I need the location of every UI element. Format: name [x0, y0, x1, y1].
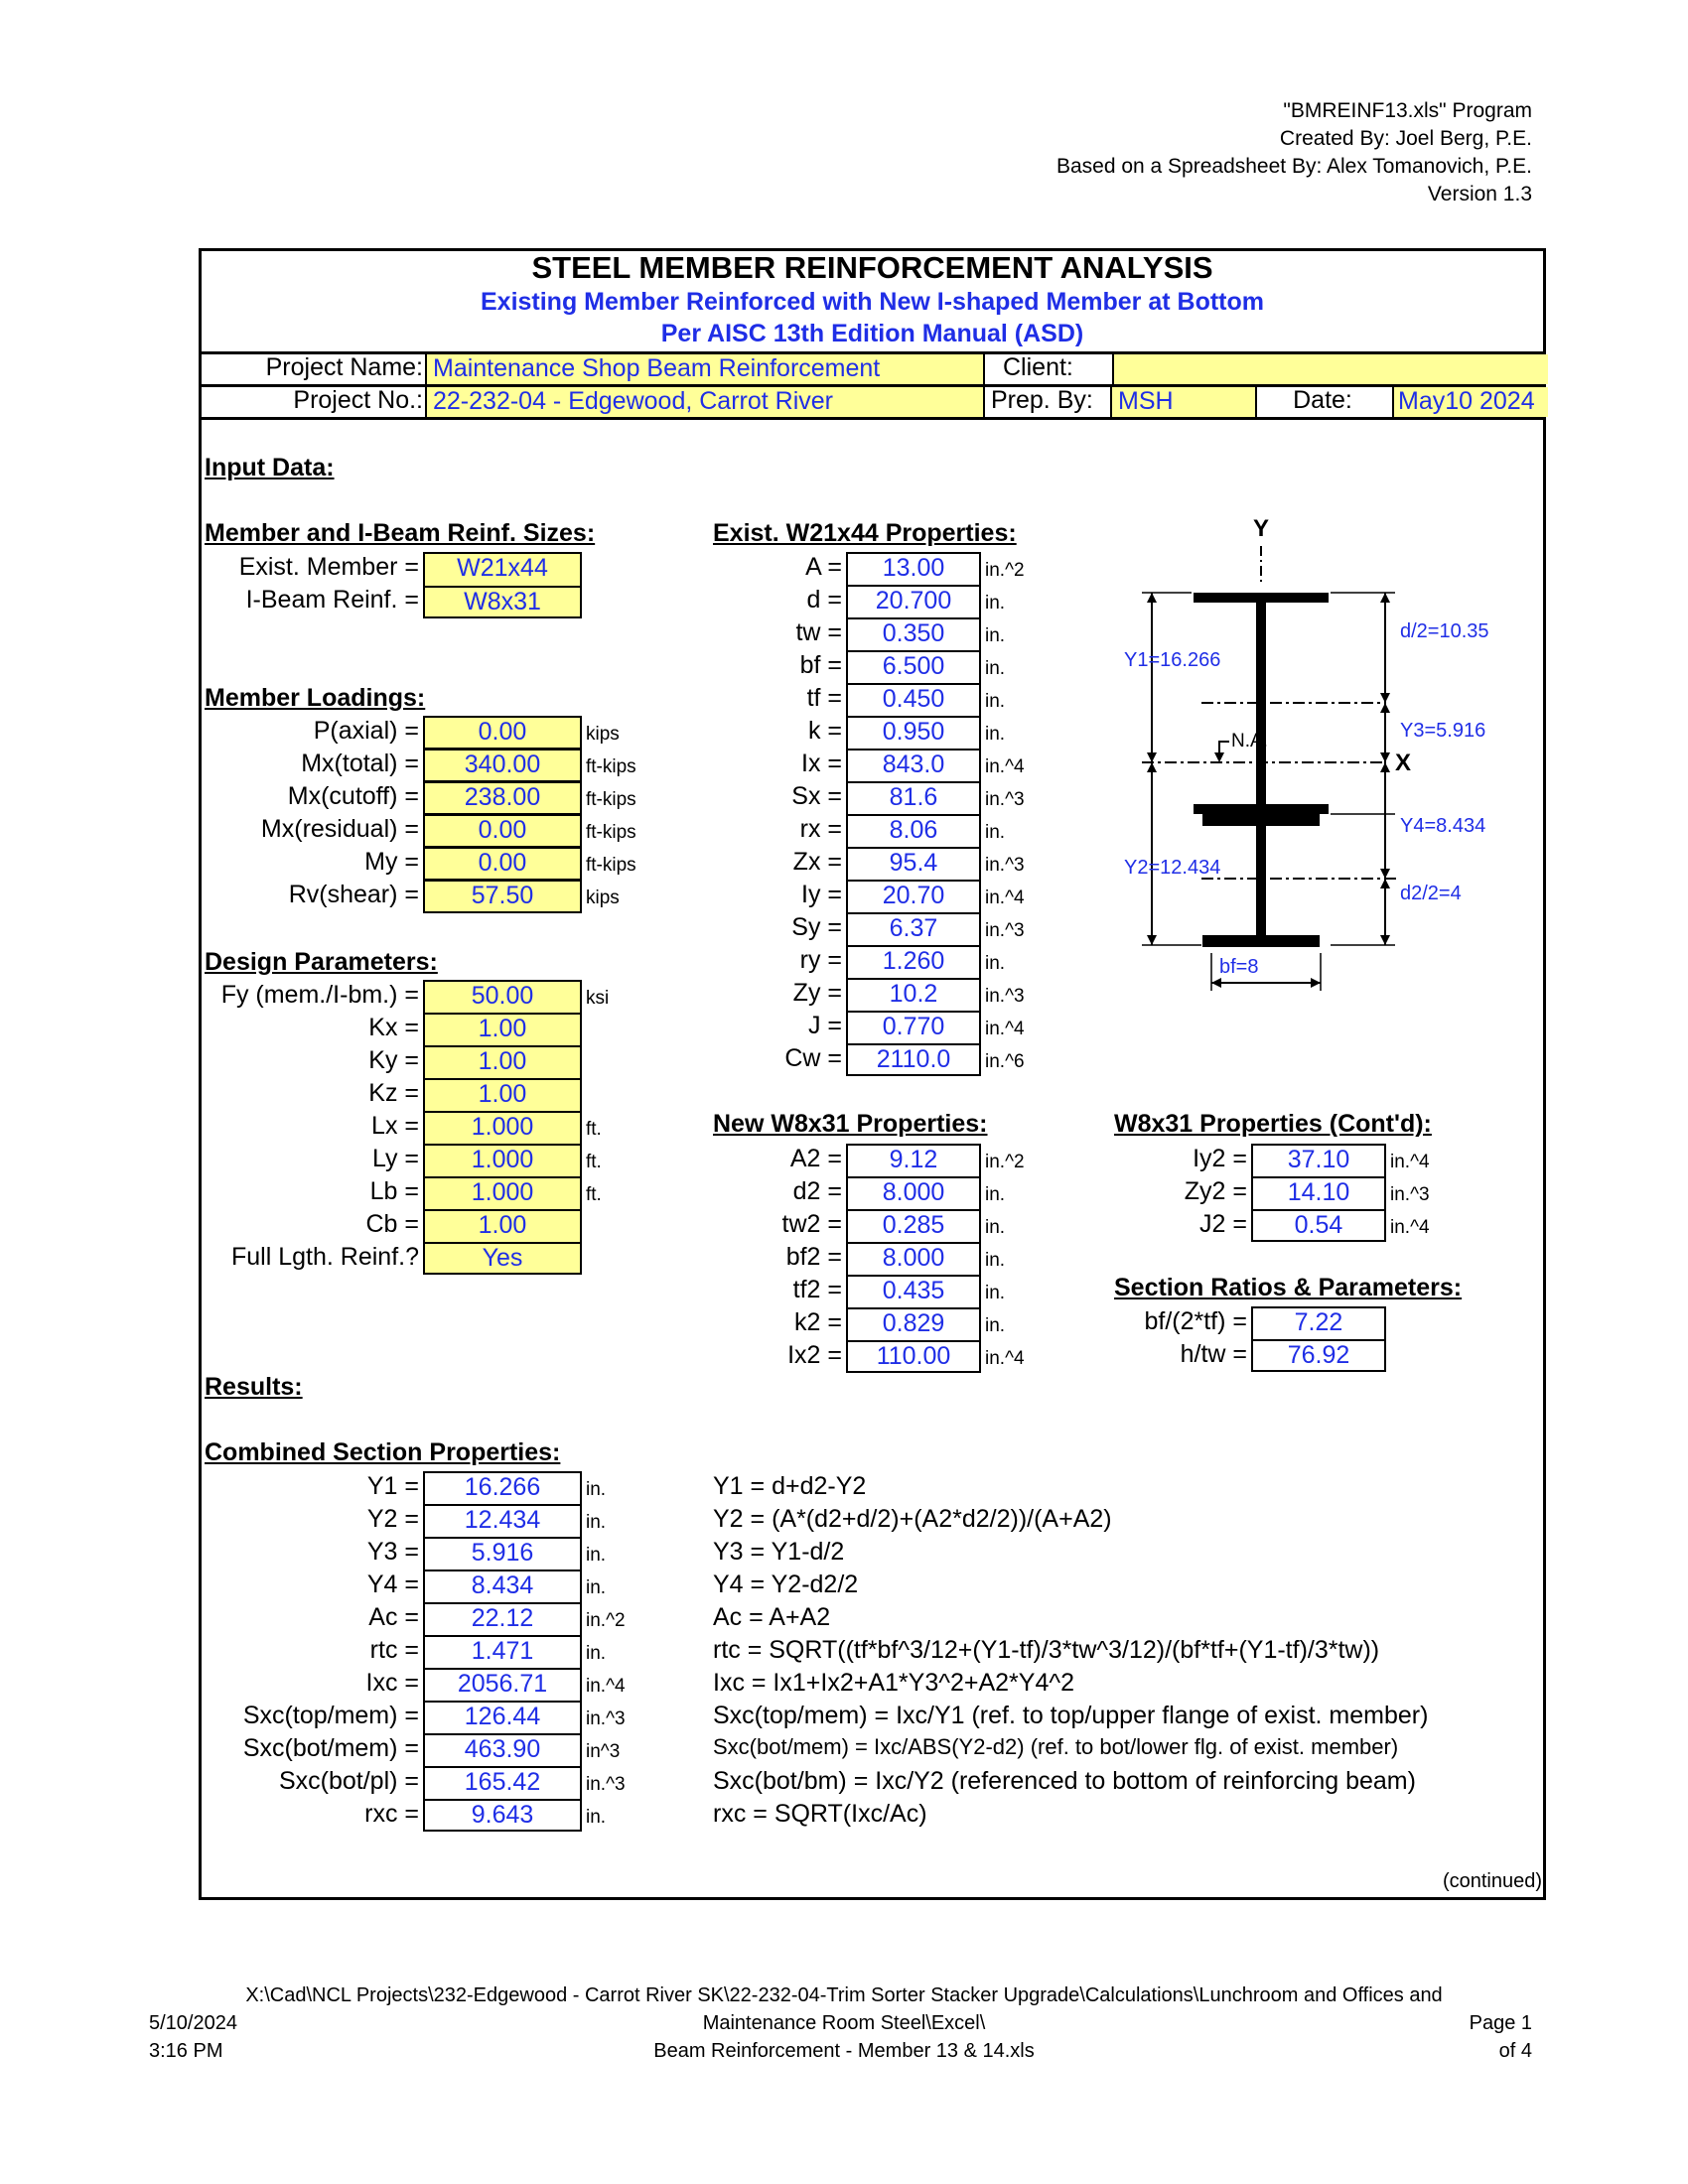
combined-prop-unit: in. — [586, 1512, 607, 1533]
section-diagram — [1102, 516, 1549, 993]
new-prop-label: d2 = — [792, 1177, 842, 1205]
exist-prop-label: A = — [805, 553, 842, 581]
new-prop-label: tw2 = — [781, 1210, 842, 1238]
combined-heading: Combined Section Properties: — [205, 1438, 561, 1466]
mx-total-input[interactable]: 340.00 — [423, 749, 582, 782]
new-prop-value: 0.435 — [846, 1275, 981, 1308]
exist-props-heading: Exist. W21x44 Properties: — [713, 519, 1017, 547]
exist-prop-value: 0.770 — [846, 1011, 981, 1044]
exist-prop-value: 8.06 — [846, 814, 981, 848]
combined-prop-label: Sxc(bot/mem) = — [242, 1734, 419, 1762]
exist-prop-label: ry = — [799, 946, 842, 974]
design-param-unit: ft. — [586, 1184, 602, 1205]
bf-label: bf=8 — [1219, 956, 1259, 978]
program-name: "BMREINF13.xls" Program — [1283, 99, 1532, 122]
exist-prop-label: Sx = — [791, 782, 842, 810]
combined-prop-unit: in. — [586, 1807, 607, 1828]
combined-prop-value: 16.266 — [423, 1471, 582, 1505]
combined-prop-value: 126.44 — [423, 1701, 582, 1734]
ratio-value: 7.22 — [1251, 1306, 1386, 1340]
cont-prop-unit: in.^3 — [1390, 1184, 1430, 1205]
date-field[interactable] — [1392, 387, 1548, 417]
project-name-value: Maintenance Shop Beam Reinforcement — [433, 354, 881, 382]
combined-prop-value: 22.12 — [423, 1602, 582, 1636]
new-prop-value: 8.000 — [846, 1176, 981, 1210]
combined-prop-formula: Ixc = Ix1+Ix2+A1*Y3^2+A2*Y4^2 — [713, 1669, 1074, 1697]
combined-prop-label: Sxc(top/mem) = — [242, 1702, 419, 1729]
exist-prop-value: 13.00 — [846, 552, 981, 586]
reinf-bottom-flange — [1202, 935, 1320, 947]
combined-prop-label: Y3 = — [366, 1538, 419, 1566]
d2-half-label: d2/2=4 — [1400, 883, 1462, 904]
exist-prop-unit: in.^3 — [985, 855, 1025, 876]
ratios-heading: Section Ratios & Parameters: — [1114, 1274, 1463, 1301]
new-prop-label: k2 = — [794, 1308, 842, 1336]
exist-prop-unit: in. — [985, 822, 1006, 843]
combined-prop-formula: Ac = A+A2 — [713, 1603, 831, 1631]
combined-prop-formula: Y4 = Y2-d2/2 — [713, 1570, 859, 1598]
new-prop-unit: in. — [985, 1184, 1006, 1205]
new-prop-label: A2 = — [789, 1145, 842, 1172]
y-axis-label: Y — [1252, 516, 1270, 542]
footer-time: 3:16 PM — [149, 2040, 223, 2062]
exist-prop-label: Ix = — [801, 750, 842, 777]
exist-prop-unit: in. — [985, 953, 1006, 974]
based-on: Based on a Spreadsheet By: Alex Tomanovich, P.E. — [1055, 155, 1532, 178]
combined-prop-unit: in. — [586, 1577, 607, 1598]
combined-prop-unit: in.^4 — [586, 1676, 626, 1697]
combined-prop-label: Y2 = — [366, 1505, 419, 1533]
exist-prop-value: 0.350 — [846, 617, 981, 651]
combined-prop-value: 12.434 — [423, 1504, 582, 1538]
combined-prop-label: Ac = — [368, 1603, 419, 1631]
load-unit: ft-kips — [586, 822, 636, 843]
exist-prop-label: Sy = — [791, 913, 842, 941]
footer-page: Page 1 — [1469, 2012, 1532, 2034]
new-prop-unit: in.^4 — [985, 1348, 1025, 1369]
design-param-label: Ly = — [371, 1145, 419, 1172]
y4-label: Y4=8.434 — [1400, 815, 1486, 837]
exist-prop-unit: in. — [985, 625, 1006, 646]
mx-cutoff-input[interactable]: 238.00 — [423, 781, 582, 815]
p-axial-input[interactable]: 0.00 — [423, 716, 582, 750]
footer-date: 5/10/2024 — [149, 2012, 237, 2034]
new-prop-unit: in. — [985, 1283, 1006, 1303]
cont-prop-unit: in.^4 — [1390, 1152, 1430, 1172]
y3-label: Y3=5.916 — [1400, 720, 1486, 742]
exist-prop-unit: in. — [985, 658, 1006, 679]
rv-shear-input[interactable]: 57.50 — [423, 880, 582, 913]
footer-path-1: X:\Cad\NCL Projects\232-Edgewood - Carrot River SK\22-232-04-Trim Sorter Stacker Upgrade\Calculations\Lunchroom and Offices and — [245, 1984, 1443, 2006]
exist-prop-value: 20.70 — [846, 880, 981, 913]
combined-prop-formula: rtc = SQRT((tf*bf^3/12+(Y1-tf)/3*tw^3/12)/(bf*tf+(Y1-tf)/3*tw)) — [713, 1636, 1380, 1664]
cont-props-heading: W8x31 Properties (Cont'd): — [1114, 1110, 1432, 1138]
design-param-label: Lb = — [369, 1177, 419, 1205]
exist-prop-label: Cw = — [784, 1044, 842, 1072]
exist-prop-label: rx = — [799, 815, 842, 843]
combined-prop-value: 5.916 — [423, 1537, 582, 1570]
combined-prop-label: rtc = — [369, 1636, 419, 1664]
combined-prop-formula: Sxc(bot/mem) = Ixc/ABS(Y2-d2) (ref. to bot/lower flg. of exist. member) — [713, 1734, 1399, 1759]
exist-prop-unit: in.^3 — [985, 789, 1025, 810]
exist-member-input[interactable]: W21x44 — [423, 552, 582, 586]
exist-prop-label: Zx = — [792, 848, 842, 876]
program-info — [1056, 97, 1532, 208]
ibeam-reinf-label: I-Beam Reinf. = — [245, 586, 419, 614]
exist-prop-value: 1.260 — [846, 945, 981, 979]
combined-prop-label: rxc = — [364, 1800, 419, 1828]
new-prop-unit: in. — [985, 1250, 1006, 1271]
exist-prop-value: 2110.0 — [846, 1043, 981, 1076]
combined-prop-formula: Y1 = d+d2-Y2 — [713, 1472, 867, 1500]
exist-prop-label: tf = — [806, 684, 842, 712]
sizes-heading: Member and I-Beam Reinf. Sizes: — [205, 519, 596, 547]
combined-prop-value: 165.42 — [423, 1766, 582, 1800]
y2-label: Y2=12.434 — [1124, 857, 1221, 879]
exist-prop-unit: in.^3 — [985, 986, 1025, 1007]
new-prop-value: 8.000 — [846, 1242, 981, 1276]
exist-prop-value: 95.4 — [846, 847, 981, 881]
ratio-label: bf/(2*tf) = — [1144, 1307, 1247, 1335]
design-param-value[interactable]: Yes — [423, 1242, 582, 1275]
exist-prop-unit: in. — [985, 724, 1006, 745]
cont-prop-value: 14.10 — [1251, 1176, 1386, 1210]
exist-prop-unit: in.^3 — [985, 920, 1025, 941]
design-param-label: Kx = — [368, 1014, 419, 1041]
client-field[interactable] — [1112, 354, 1548, 384]
load-unit: kips — [586, 724, 620, 745]
exist-prop-label: bf = — [799, 651, 842, 679]
cont-prop-label: Zy2 = — [1184, 1177, 1247, 1205]
cont-prop-value: 37.10 — [1251, 1144, 1386, 1177]
load-unit: ft-kips — [586, 855, 636, 876]
na-arrowhead — [1214, 752, 1224, 762]
design-param-label: Kz = — [368, 1079, 419, 1107]
d-half-label: d/2=10.35 — [1400, 620, 1489, 642]
design-param-label: Fy (mem./I-bm.) = — [220, 981, 419, 1009]
combined-prop-label: Sxc(bot/pl) = — [278, 1767, 419, 1795]
ratio-value: 76.92 — [1251, 1339, 1386, 1372]
footer-of: of 4 — [1498, 2040, 1532, 2062]
version: Version 1.3 — [1427, 183, 1532, 205]
combined-prop-unit: in.^2 — [586, 1610, 626, 1631]
new-prop-label: tf2 = — [792, 1276, 842, 1303]
cont-prop-label: J2 = — [1199, 1210, 1247, 1238]
design-param-label: Lx = — [371, 1112, 419, 1140]
date-value: May10 2024 — [1398, 387, 1535, 415]
exist-prop-value: 81.6 — [846, 781, 981, 815]
combined-prop-value: 2056.71 — [423, 1668, 582, 1702]
load-label: Mx(cutoff) = — [287, 782, 419, 810]
footer-path-3: Beam Reinforcement - Member 13 & 14.xls — [653, 2040, 1035, 2062]
exist-prop-label: d = — [806, 586, 842, 614]
exist-prop-unit: in.^4 — [985, 1019, 1025, 1039]
exist-member-label: Exist. Member = — [238, 553, 419, 581]
exist-prop-value: 6.500 — [846, 650, 981, 684]
design-param-unit: ft. — [586, 1152, 602, 1172]
new-prop-label: bf2 = — [785, 1243, 842, 1271]
load-label: Mx(residual) = — [260, 815, 419, 843]
exist-prop-value: 10.2 — [846, 978, 981, 1012]
mx-residual-input[interactable]: 0.00 — [423, 814, 582, 848]
combined-prop-unit: in.^3 — [586, 1774, 626, 1795]
design-param-value[interactable]: 1.00 — [423, 1078, 582, 1112]
exist-prop-unit: in.^6 — [985, 1051, 1025, 1072]
new-prop-unit: in. — [985, 1315, 1006, 1336]
exist-prop-unit: in.^2 — [985, 560, 1025, 581]
exist-prop-label: k = — [807, 717, 842, 745]
load-label: Mx(total) = — [301, 750, 419, 777]
combined-prop-label: Y4 = — [366, 1570, 419, 1598]
combined-prop-unit: in. — [586, 1643, 607, 1664]
design-param-value[interactable]: 1.00 — [423, 1045, 582, 1079]
loadings-heading: Member Loadings: — [205, 684, 426, 712]
load-label: Rv(shear) = — [288, 881, 419, 908]
design-param-label: Cb = — [365, 1210, 419, 1238]
exist-prop-value: 0.450 — [846, 683, 981, 717]
load-unit: kips — [586, 887, 620, 908]
prep-by-value: MSH — [1118, 387, 1174, 415]
date-label: Date: — [1293, 386, 1352, 414]
project-name-field[interactable] — [425, 354, 985, 384]
combined-prop-unit: in.^3 — [586, 1708, 626, 1729]
na-label: N.A. — [1231, 731, 1268, 751]
divider — [199, 417, 1546, 420]
exist-prop-value: 0.950 — [846, 716, 981, 750]
project-no-value: 22-232-04 - Edgewood, Carrot River — [433, 387, 833, 415]
design-param-unit: ksi — [586, 988, 610, 1009]
combined-prop-unit: in. — [586, 1545, 607, 1566]
sheet-subtitle-1: Existing Member Reinforced with New I-shaped Member at Bottom — [480, 288, 1264, 316]
prep-by-field[interactable] — [1110, 387, 1257, 417]
design-param-unit: ft. — [586, 1119, 602, 1140]
ratio-label: h/tw = — [1180, 1340, 1247, 1368]
input-data-heading: Input Data: — [205, 454, 335, 481]
combined-prop-formula: Sxc(top/mem) = Ixc/Y1 (ref. to top/upper flange of exist. member) — [713, 1702, 1429, 1729]
created-by: Created By: Joel Berg, P.E. — [1279, 127, 1532, 150]
exist-prop-label: J = — [807, 1012, 842, 1039]
new-prop-value: 110.00 — [846, 1340, 981, 1373]
design-param-label: Ky = — [368, 1046, 419, 1074]
new-prop-label: Ix2 = — [787, 1341, 842, 1369]
ibeam-reinf-input[interactable]: W8x31 — [423, 586, 582, 618]
sheet-subtitle-2: Per AISC 13th Edition Manual (ASD) — [660, 320, 1084, 347]
combined-prop-value: 1.471 — [423, 1635, 582, 1669]
new-prop-unit: in.^2 — [985, 1152, 1025, 1172]
combined-prop-formula: Y2 = (A*(d2+d/2)+(A2*d2/2))/(A+A2) — [713, 1505, 1112, 1533]
combined-prop-value: 8.434 — [423, 1570, 582, 1603]
exist-prop-label: Iy = — [801, 881, 842, 908]
load-unit: ft-kips — [586, 789, 636, 810]
design-param-value[interactable]: 1.00 — [423, 1013, 582, 1046]
footer-path-2: Maintenance Room Steel\Excel\ — [702, 2012, 986, 2034]
exist-prop-unit: in.^4 — [985, 887, 1025, 908]
continued-note: (continued) — [1442, 1870, 1542, 1892]
my-input[interactable]: 0.00 — [423, 847, 582, 881]
design-param-value[interactable]: 50.00 — [423, 980, 582, 1014]
design-param-value[interactable]: 1.000 — [423, 1111, 582, 1145]
exist-prop-label: tw = — [795, 618, 842, 646]
project-no-label: Project No.: — [293, 386, 423, 414]
beam-shape — [1194, 593, 1329, 947]
combined-prop-formula: Sxc(bot/bm) = Ixc/Y2 (referenced to bottom of reinforcing beam) — [713, 1767, 1416, 1795]
design-param-value[interactable]: 1.00 — [423, 1209, 582, 1243]
design-param-value[interactable]: 1.000 — [423, 1144, 582, 1177]
y1-label: Y1=16.266 — [1124, 649, 1221, 671]
x-axis-label: X — [1395, 750, 1412, 776]
sheet-title: STEEL MEMBER REINFORCEMENT ANALYSIS — [531, 250, 1213, 285]
new-prop-value: 0.829 — [846, 1307, 981, 1341]
results-heading: Results: — [205, 1373, 303, 1401]
combined-prop-unit: in^3 — [586, 1741, 621, 1762]
exist-prop-unit: in. — [985, 691, 1006, 712]
exist-prop-value: 20.700 — [846, 585, 981, 618]
combined-prop-value: 9.643 — [423, 1799, 582, 1832]
exist-prop-unit: in.^4 — [985, 756, 1025, 777]
prep-by-label: Prep. By: — [991, 386, 1093, 414]
cont-prop-unit: in.^4 — [1390, 1217, 1430, 1238]
exist-prop-label: Zy = — [792, 979, 842, 1007]
exist-prop-unit: in. — [985, 593, 1006, 614]
project-name-label: Project Name: — [265, 353, 423, 381]
new-props-heading: New W8x31 Properties: — [713, 1110, 988, 1138]
new-prop-value: 9.12 — [846, 1144, 981, 1177]
load-label: My = — [364, 848, 419, 876]
exist-prop-value: 6.37 — [846, 912, 981, 946]
combined-prop-unit: in. — [586, 1479, 607, 1500]
combined-prop-value: 463.90 — [423, 1733, 582, 1767]
new-prop-value: 0.285 — [846, 1209, 981, 1243]
design-param-label: Full Lgth. Reinf.? — [231, 1243, 419, 1271]
design-param-value[interactable]: 1.000 — [423, 1176, 582, 1210]
combined-prop-formula: rxc = SQRT(Ixc/Ac) — [713, 1800, 927, 1828]
combined-prop-label: Ixc = — [365, 1669, 419, 1697]
cont-prop-label: Iy2 = — [1193, 1145, 1247, 1172]
new-prop-unit: in. — [985, 1217, 1006, 1238]
combined-prop-label: Y1 = — [366, 1472, 419, 1500]
combined-prop-formula: Y3 = Y1-d/2 — [713, 1538, 845, 1566]
client-label: Client: — [1003, 353, 1073, 381]
project-no-field[interactable] — [425, 387, 985, 417]
design-heading: Design Parameters: — [205, 948, 438, 976]
cont-prop-value: 0.54 — [1251, 1209, 1386, 1242]
load-unit: ft-kips — [586, 756, 636, 777]
load-label: P(axial) = — [313, 717, 419, 745]
exist-prop-value: 843.0 — [846, 749, 981, 782]
exist-bottom-flange — [1194, 804, 1329, 814]
